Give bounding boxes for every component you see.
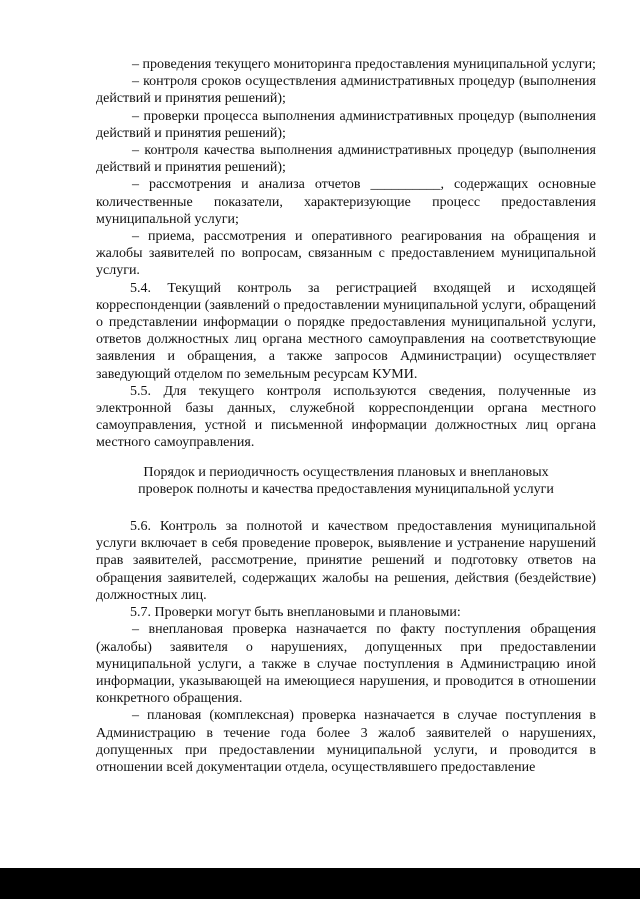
paragraph-scheduled-check: – плановая (комплексная) проверка назначается в случае поступления в Администрацию в течение года более 3 жалоб заявителей о нарушениях, допущенных при предоставлении муниципальной услуги, и проводится в отношении всей документации отдела, осуществлявшего предоставление — [96, 708, 596, 775]
scan-border-bottom — [0, 868, 640, 899]
paragraph-5-7: 5.7. Проверки могут быть внеплановыми и плановыми: — [130, 605, 461, 621]
paragraph-unscheduled-check: – внеплановая проверка назначается по факту поступления обращения (жалобы) заявителя о нарушениях, допущенных при предоставлении муниципальной услуги, а также в случае поступления в Администрацию иной информации, указывающей на имеющиеся нарушения, и проводится в отношении конкретного обращения. — [96, 622, 596, 707]
paragraph-5-6: 5.6. Контроль за полнотой и качеством предоставления муниципальной услуги включает в себя проведение проверок, выявление и устранение нарушений прав заявителей, рассмотрение, принятие решений и подготовку ответов на обращения заявителей, содержащих жалобы на решения, действия (бездействие) должностных лиц. — [96, 519, 596, 603]
paragraph-5-5: 5.5. Для текущего контроля используются сведения, полученные из электронной базы данных, служебной корреспонденции органа местного самоуправления, устной и письменной информации должностных лиц органа местного самоуправления. — [96, 383, 596, 451]
section-heading-line-2: проверок полноты и качества предоставления муниципальной услуги — [138, 481, 554, 497]
paragraph-monitoring: – проведения текущего мониторинга предоставления муниципальной услуги; — [132, 57, 596, 72]
document-text — [96, 56, 596, 776]
paragraph-5-4: 5.4. Текущий контроль за регистрацией входящей и исходящей корреспонденции (заявлений о предоставлении муниципальной услуги, обращений о представлении информации о порядке предоставления муниципальной услуги, ответов должностных лиц органа местного самоуправления на соответствующие заявления и обращения, а также запросов Администрации) осуществляет заведующий отделом по земельным ресурсам КУМИ. — [96, 280, 596, 382]
section-heading — [96, 464, 596, 498]
paragraph-complaints: – приема, рассмотрения и оперативного реагирования на обращения и жалобы заявителей по вопросам, связанным с предоставлением муниципальной услуги. — [96, 229, 596, 279]
paragraph-quality-control: – контроля качества выполнения административных процедур (выполнения действий и принятия решений); — [96, 143, 596, 176]
section-heading-line-1: Порядок и периодичность осуществления плановых и внеплановых — [143, 464, 549, 480]
paragraph-deadline-control: – контроля сроков осуществления административных процедур (выполнения действий и принятия решений); — [96, 74, 596, 107]
paragraph-reports-analysis: – рассмотрения и анализа отчетов __________, содержащих основные количественные показатели, характеризующие процесс предоставления муниципальной услуги; — [96, 177, 596, 227]
paragraph-process-check: – проверки процесса выполнения административных процедур (выполнения действий и принятия решений); — [96, 108, 596, 141]
